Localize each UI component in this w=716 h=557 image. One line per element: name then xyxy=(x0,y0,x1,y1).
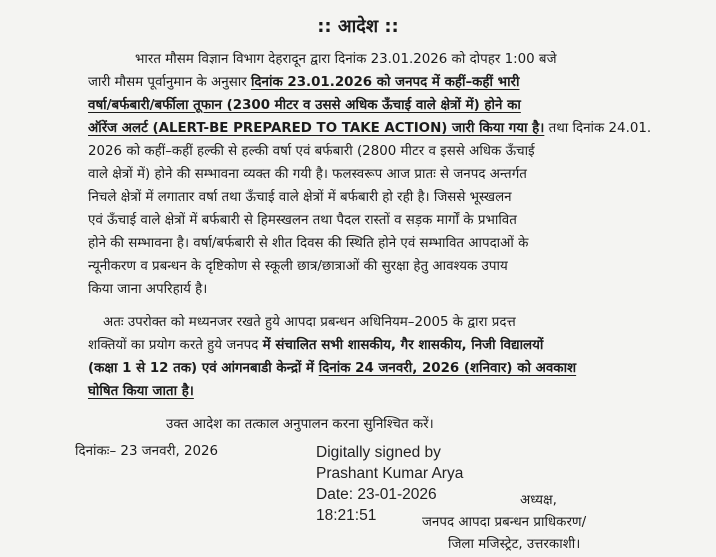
signature-date: Date: 23-01-2026 xyxy=(316,486,437,503)
paragraph1-line4 xyxy=(88,119,651,139)
designation-chairman: अध्यक्ष, xyxy=(520,493,557,508)
designation-authority: जनपद आपदा प्रबन्धन प्राधिकरण/ xyxy=(422,515,587,530)
paragraph1-line10: न्यूनीकरण व प्रबन्धन के दृष्टिकोण से स्कूली छात्र/छात्राओं की सुरक्षा हेतु आवश्यक उपाय xyxy=(88,259,508,274)
paragraph1-line6: वाले क्षेत्रों में) होने की सम्भावना व्यक्त की गयी है। फलस्वरूप आज प्रातः से जनपद अन्तर्गत xyxy=(88,167,527,182)
holiday-date-text: दिनांक 24 जनवरी, 2026 (शनिवार) को अवकाश xyxy=(318,361,577,376)
paragraph1-line9: होने की सम्भावना है। वर्षा/बर्फबारी से शीत दिवस की स्थिति होने एवं सम्भावित आपदाओं के xyxy=(88,236,529,251)
order-heading: :: आदेश :: xyxy=(317,16,399,37)
orange-alert-text: ऑरेंज अलर्ट (ALERT-BE PREPARED TO TAKE ACTION) जारी किया गया है। xyxy=(88,121,545,136)
paragraph1-line2 xyxy=(88,73,520,93)
order-date: दिनांकः– 23 जनवरी, 2026 xyxy=(75,444,219,459)
paragraph2-line3 xyxy=(88,359,576,379)
signature-line1: Digitally signed by xyxy=(316,444,441,461)
paragraph1-line3: वर्षा/बर्फबारी/बर्फीला तूफान (2300 मीटर व उससे अधिक ऊँचाई वाले क्षेत्रों में) होने का xyxy=(88,98,521,113)
paragraph2-line3-classes: (कक्षा 1 से 12 तक) एवं आंगनबाडी केन्द्रों में xyxy=(88,361,319,376)
paragraph1-line7: निचले क्षेत्रों में लगातार वर्षा तथा ऊँचाई वाले क्षेत्रों में बर्फबारी हो रही है। जिससे भूस्खलन xyxy=(88,190,512,205)
paragraph2-line2-emphasis: में संचालित सभी शासकीय, गैर शासकीय, निजी विद्यालयों xyxy=(262,338,544,353)
signer-name: Prashant Kumar Arya xyxy=(316,465,464,482)
paragraph1-line11: किया जाना अपरिहार्य है। xyxy=(88,282,208,297)
paragraph2-line4: घोषित किया जाता है। xyxy=(88,384,194,399)
compliance-note: उक्त आदेश का तत्काल अनुपालन करना सुनिश्चित करें। xyxy=(166,417,434,432)
paragraph1-line4-plain: तथा दिनांक 24.01. xyxy=(544,121,652,136)
paragraph1-line2-emphasis: दिनांक 23.01.2026 को जनपद में कहीं–कहीं भारी xyxy=(250,75,520,90)
paragraph1-line2-plain: जारी मौसम पूर्वानुमान के अनुसार xyxy=(88,75,251,90)
paragraph2-line2 xyxy=(88,336,543,356)
signature-time: 18:21:51 xyxy=(316,507,377,524)
paragraph1-line5: 2026 को कहीं–कहीं हल्की से हल्की वर्षा एवं बर्फबारी (2800 मीटर व इससे अधिक ऊँचाई xyxy=(88,144,535,159)
paragraph2-line2-plain: शक्तियों का प्रयोग करते हुये जनपद xyxy=(88,338,263,353)
designation-magistrate: जिला मजिस्ट्रेट, उत्तरकाशी। xyxy=(448,537,581,552)
paragraph1-line1: भारत मौसम विज्ञान विभाग देहरादून द्वारा दिनांक 23.01.2026 को दोपहर 1:00 बजे xyxy=(135,52,557,67)
paragraph1-line8: एवं ऊँचाई वाले क्षेत्रों में बर्फबारी से हिमस्खलन तथा पैदल रास्तों व सड़क मार्गों के प्रभावित xyxy=(88,213,517,228)
paragraph2-line1: अतः उपरोक्त को मध्यनजर रखते हुये आपदा प्रबन्धन अधिनियम–2005 के द्वारा प्रदत्त xyxy=(103,315,516,330)
